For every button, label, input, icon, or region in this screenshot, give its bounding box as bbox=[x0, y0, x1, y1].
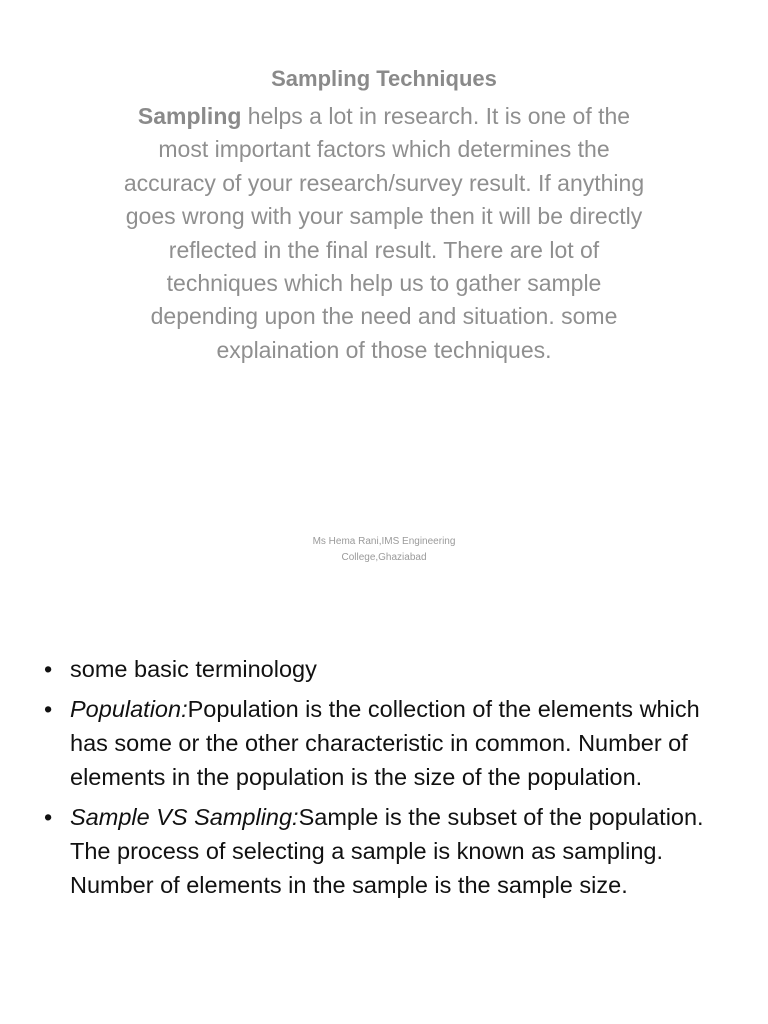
footer-institution: College,Ghaziabad bbox=[341, 552, 427, 563]
bullet-icon: • bbox=[44, 696, 53, 722]
slide-footer bbox=[0, 534, 768, 566]
item-text: Population is the collection of the elements which has some or the other characteristic in common. Number of elements in the population is the size of the population. bbox=[70, 696, 700, 790]
bullet-icon: • bbox=[44, 804, 53, 830]
item-text: Sample is the subset of the population. The process of selecting a sample is known as sampling. Number of elements in the sample is the sample size. bbox=[70, 804, 704, 898]
item-term: Population: bbox=[70, 696, 188, 722]
list-item bbox=[44, 800, 724, 902]
list-item bbox=[44, 692, 724, 794]
slide-title: Sampling Techniques bbox=[271, 66, 497, 91]
lead-term: Sampling bbox=[137, 103, 242, 129]
list-item bbox=[44, 652, 724, 686]
intro-paragraph bbox=[110, 100, 658, 367]
intro-text: helps a lot in research. It is one of the most important factors which determines the accuracy of your research/survey result. If anything goes wrong with your sample then it will be directly reflected in the final result. There are lot of techniques which help us to gather sample depending upon the need and situation. some explaination of those techniques. bbox=[123, 103, 645, 363]
footer-author: Ms Hema Rani,IMS Engineering bbox=[312, 536, 456, 547]
item-text: some basic terminology bbox=[70, 656, 317, 682]
terminology-list bbox=[44, 652, 724, 908]
slide-basic-terminology bbox=[0, 640, 768, 1024]
bullet-icon: • bbox=[44, 656, 53, 682]
item-term: Sample VS Sampling: bbox=[70, 804, 299, 830]
